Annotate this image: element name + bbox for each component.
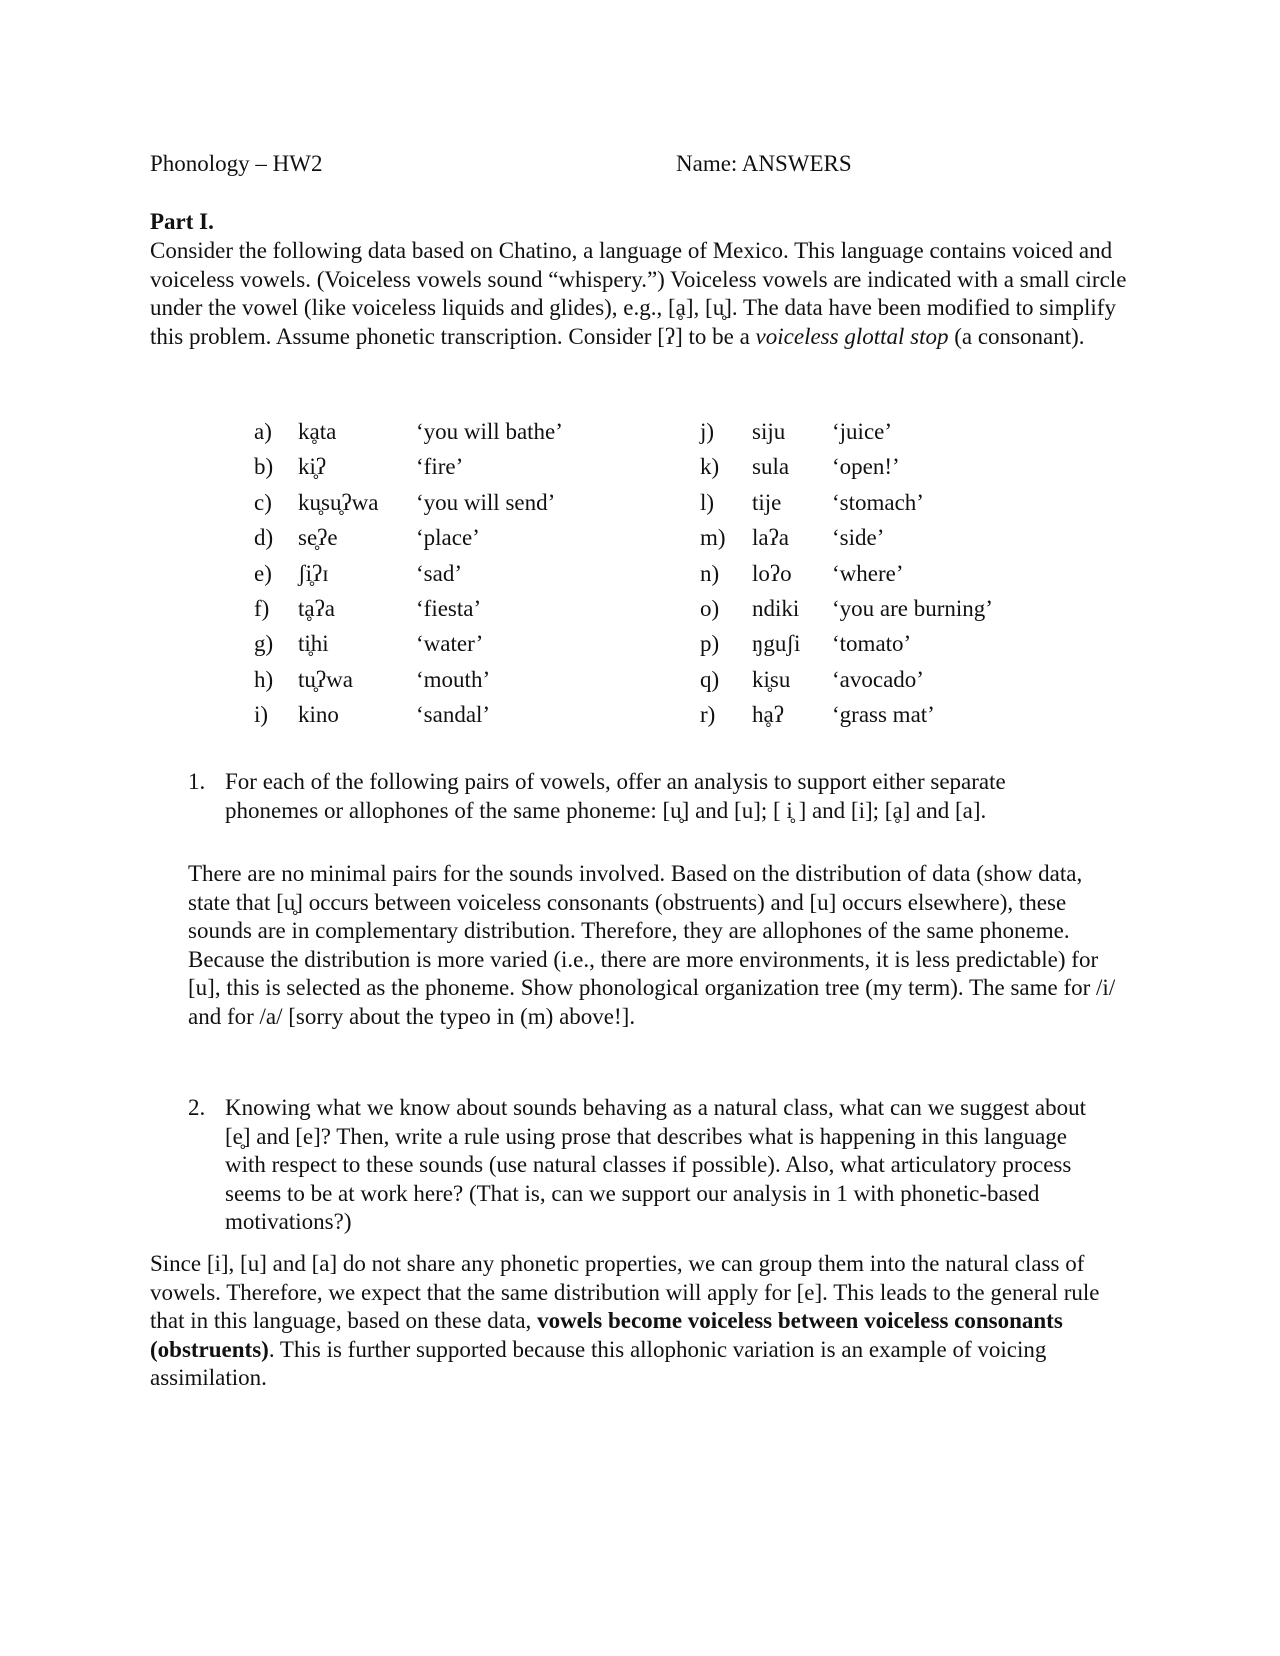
item-gloss: ‘side’ <box>832 525 885 551</box>
item-label: d) <box>254 525 274 551</box>
item-label: b) <box>254 454 274 480</box>
question-text: Knowing what we know about sounds behaving as a natural class, what can we suggest about [e̥] and [e]? Then, write a rule using prose that describes what is happening in this language with respect to these sounds (use natural classes if possible). Also, what articulatory process seems to be at work here? (That is, can we support our analysis in 1 with phonetic-based motivations?) <box>225 1095 1087 1234</box>
item-word: ndiki <box>752 595 800 621</box>
item-label: l) <box>700 489 715 515</box>
answer-rule-bold: vowels become voiceless between voiceless consonants (obstruents) <box>150 1308 1063 1362</box>
item-word: kino <box>298 702 339 728</box>
item-word: siju <box>752 419 786 444</box>
intro-italic: voiceless glottal stop <box>755 323 949 349</box>
item-word: ʃi̥ʔɪ <box>298 560 329 586</box>
item-word: ŋguʃi <box>752 631 801 657</box>
intro-text: Consider the following data based on Chatino, a language of Mexico. This language contains voiced and voiceless vowels. (Voiceless vowels sound “whispery.”) Voiceless vowels are indicated with a small circle under the vowel (like voiceless liquids and glides), e.g., [ḁ], [u̥]. The data have been modified to simplify this problem. Assume phonetic transcription. Consider [ʔ] to be a <box>150 238 1127 349</box>
item-word: kḁta <box>298 419 337 444</box>
question-number: 1. <box>188 769 206 794</box>
item-word: ki̥ʔ <box>298 454 327 480</box>
item-word: se̥ʔe <box>298 525 338 551</box>
intro-text-end: (a consonant). <box>948 323 1085 349</box>
item-label: g) <box>254 631 274 657</box>
item-label: f) <box>254 595 270 621</box>
item-gloss: ‘you will send’ <box>416 489 556 515</box>
item-gloss: ‘open!’ <box>832 454 900 480</box>
item-label: m) <box>700 525 726 551</box>
item-gloss: ‘place’ <box>416 525 480 551</box>
item-label: j) <box>700 419 715 444</box>
item-label: n) <box>700 560 720 586</box>
item-word: laʔa <box>752 525 790 551</box>
item-label: c) <box>254 489 272 515</box>
item-gloss: ‘tomato’ <box>832 631 912 657</box>
item-label: r) <box>700 702 716 728</box>
item-label: h) <box>254 666 274 692</box>
answer-1: There are no minimal pairs for the sounds involved. Based on the distribution of data (show data, state that [u̥] occurs between voiceless consonants (obstruents) and [u] occurs elsewhere), these sounds are in complementary distribution. Therefore, they are allophones of the same phoneme. Because the distribution is more varied (i.e., there are more environments, it is less predictable) for [u], this is selected as the phoneme. Show phonological organization tree (my term). The same for /i/ and for /a/ [sorry about the typeo in (m) above!]. <box>188 861 1116 1029</box>
answer-text: Since [i], [u] and [a] do not share any phonetic properties, we can group them into the natural class of vowels. Therefore, we expect that the same distribution will apply for [e]. This leads to the general rule that in this language, based on these data, <box>150 1251 1100 1333</box>
intro-paragraph <box>150 237 1140 351</box>
item-gloss: ‘fire’ <box>416 454 464 480</box>
item-word: ti̥hi <box>298 631 329 657</box>
part-heading: Part I. <box>150 209 214 234</box>
item-gloss: ‘avocado’ <box>832 666 924 692</box>
item-label: q) <box>700 666 720 692</box>
item-label: o) <box>700 595 720 621</box>
item-word: ki̥su <box>752 666 791 692</box>
item-gloss: ‘sad’ <box>416 560 462 586</box>
question-text: For each of the following pairs of vowels, offer an analysis to support either separate phonemes or allophones of the same phoneme: [u̥] and [u]; [ i̥ ] and [i]; [ḁ] and [a]. <box>225 769 1006 823</box>
item-label: k) <box>700 454 720 480</box>
item-word: ku̥su̥ʔwa <box>298 489 379 515</box>
item-gloss: ‘water’ <box>416 631 484 657</box>
item-gloss: ‘where’ <box>832 560 904 586</box>
item-word: tu̥ʔwa <box>298 666 353 692</box>
item-gloss: ‘mouth’ <box>416 666 491 692</box>
item-label: p) <box>700 631 720 657</box>
answer-2 <box>150 1250 1135 1393</box>
course-title: Phonology – HW2 <box>150 151 323 176</box>
student-name: Name: ANSWERS <box>676 151 852 176</box>
item-label: e) <box>254 560 272 586</box>
item-gloss: ‘sandal’ <box>416 702 491 728</box>
item-word: loʔo <box>752 560 792 586</box>
item-gloss: ‘grass mat’ <box>832 702 935 728</box>
item-gloss: ‘fiesta’ <box>416 595 482 621</box>
question-number: 2. <box>188 1095 206 1120</box>
item-word: hḁʔ <box>752 702 784 728</box>
item-label: i) <box>254 702 269 728</box>
answer-text-end: . This is further supported because this allophonic variation is an example of voicing assimilation. <box>150 1336 1047 1390</box>
item-gloss: ‘you are burning’ <box>832 595 993 621</box>
item-word: sula <box>752 454 790 480</box>
item-gloss: ‘you will bathe’ <box>416 419 563 444</box>
item-label: a) <box>254 419 272 444</box>
item-gloss: ‘stomach’ <box>832 489 924 515</box>
item-word: tije <box>752 489 782 515</box>
item-gloss: ‘juice’ <box>832 419 893 444</box>
item-word: tḁʔa <box>298 595 336 621</box>
